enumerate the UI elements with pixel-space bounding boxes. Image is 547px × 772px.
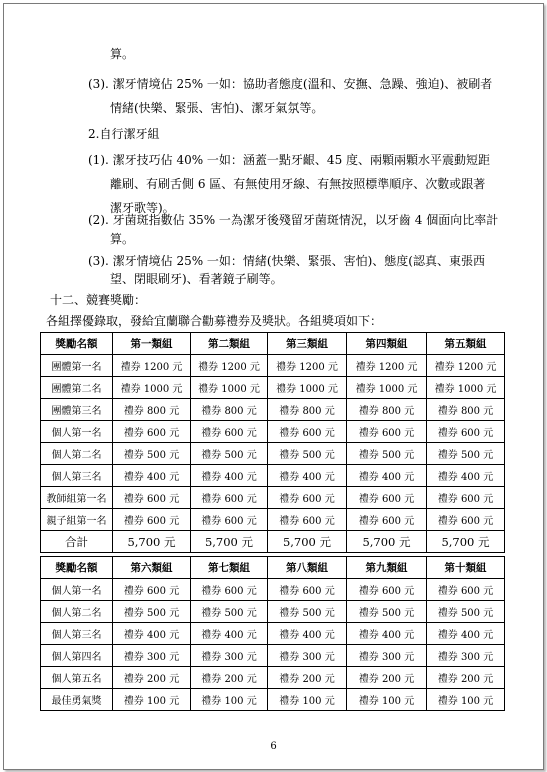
prize-cell: 禮券 500 元 bbox=[113, 443, 191, 465]
table-row bbox=[41, 645, 505, 667]
prize-cell: 禮券 800 元 bbox=[427, 399, 505, 421]
prize-cell: 禮券 200 元 bbox=[191, 667, 268, 689]
table-header: 第三類組 bbox=[268, 333, 347, 355]
award-name-cell: 團體第二名 bbox=[41, 377, 113, 399]
prize-cell: 禮券 200 元 bbox=[113, 667, 191, 689]
prize-cell: 禮券 400 元 bbox=[427, 623, 505, 645]
award-name-cell: 教師組第一名 bbox=[41, 487, 113, 509]
prize-cell: 禮券 600 元 bbox=[347, 579, 427, 601]
prize-cell: 禮券 1200 元 bbox=[427, 355, 505, 377]
prize-cell: 禮券 1000 元 bbox=[427, 377, 505, 399]
prize-cell: 禮券 400 元 bbox=[427, 465, 505, 487]
table-header: 第六類組 bbox=[113, 557, 191, 579]
prize-cell: 禮券 800 元 bbox=[347, 399, 427, 421]
total-cell: 5,700 元 bbox=[427, 531, 505, 553]
table-row bbox=[41, 487, 505, 509]
prize-cell: 禮券 500 元 bbox=[427, 601, 505, 623]
prize-cell: 禮券 300 元 bbox=[268, 645, 347, 667]
table-row bbox=[41, 509, 505, 531]
award-name-cell: 個人第一名 bbox=[41, 579, 113, 601]
total-row bbox=[41, 531, 505, 553]
prize-cell: 禮券 600 元 bbox=[191, 421, 268, 443]
prize-cell: 禮券 400 元 bbox=[113, 623, 191, 645]
award-name-cell: 個人第三名 bbox=[41, 465, 113, 487]
text-line: (1). 潔牙技巧佔 40% 一如：涵蓋一點牙齦、45 度、兩顆兩顆水平震動短距 bbox=[88, 153, 491, 167]
text-line: 情緒(快樂、緊張、害怕)、潔牙氣氛等。 bbox=[110, 101, 324, 115]
text-line: 離刷、有刷舌側 6 區、有無使用牙線、有無按照標準順序、次數或跟著 bbox=[110, 177, 486, 191]
text-line: 算。 bbox=[110, 47, 135, 61]
prize-cell: 禮券 400 元 bbox=[347, 465, 427, 487]
table-header: 第十類組 bbox=[427, 557, 505, 579]
prize-cell: 禮券 600 元 bbox=[268, 579, 347, 601]
prize-cell: 禮券 1200 元 bbox=[191, 355, 268, 377]
prize-cell: 禮券 500 元 bbox=[347, 443, 427, 465]
prize-table-groups-1-5 bbox=[40, 332, 505, 553]
prize-cell: 禮券 800 元 bbox=[191, 399, 268, 421]
page-number: 6 bbox=[270, 741, 277, 752]
award-name-cell: 個人第二名 bbox=[41, 443, 113, 465]
prize-cell: 禮券 500 元 bbox=[268, 601, 347, 623]
total-cell: 5,700 元 bbox=[347, 531, 427, 553]
prize-cell: 禮券 400 元 bbox=[191, 465, 268, 487]
table-header: 獎勵名額 bbox=[41, 333, 113, 355]
prize-cell: 禮券 500 元 bbox=[427, 443, 505, 465]
table-header: 第九類組 bbox=[347, 557, 427, 579]
prize-cell: 禮券 500 元 bbox=[347, 601, 427, 623]
prize-cell: 禮券 600 元 bbox=[347, 509, 427, 531]
text-line: (3). 潔牙情境佔 25% 一如：協助者態度(溫和、安撫、急躁、強迫)、被刷者 bbox=[88, 77, 493, 91]
table-row bbox=[41, 623, 505, 645]
prize-cell: 禮券 1000 元 bbox=[191, 377, 268, 399]
prize-cell: 禮券 500 元 bbox=[191, 443, 268, 465]
prize-cell: 禮券 100 元 bbox=[268, 689, 347, 711]
prize-cell: 禮券 200 元 bbox=[347, 667, 427, 689]
prize-cell: 禮券 1000 元 bbox=[347, 377, 427, 399]
table-row bbox=[41, 443, 505, 465]
prize-cell: 禮券 200 元 bbox=[268, 667, 347, 689]
table-row bbox=[41, 667, 505, 689]
prize-cell: 禮券 600 元 bbox=[113, 487, 191, 509]
text-line: 算。 bbox=[110, 232, 135, 246]
table-header: 第四類組 bbox=[347, 333, 427, 355]
table-row bbox=[41, 355, 505, 377]
text-line: (3). 潔牙情境佔 25% 一如：情緒(快樂、緊張、害怕)、態度(認真、東張西 bbox=[88, 254, 485, 268]
award-name-cell: 個人第一名 bbox=[41, 421, 113, 443]
table-row bbox=[41, 377, 505, 399]
prize-table-groups-6-10 bbox=[40, 556, 505, 711]
prize-cell: 禮券 100 元 bbox=[427, 689, 505, 711]
prize-cell: 禮券 400 元 bbox=[347, 623, 427, 645]
prize-cell: 禮券 200 元 bbox=[427, 667, 505, 689]
prize-cell: 禮券 600 元 bbox=[427, 421, 505, 443]
prize-cell: 禮券 300 元 bbox=[113, 645, 191, 667]
prize-cell: 禮券 600 元 bbox=[268, 509, 347, 531]
table-header: 第八類組 bbox=[268, 557, 347, 579]
award-name-cell: 個人第二名 bbox=[41, 601, 113, 623]
prize-cell: 禮券 400 元 bbox=[268, 623, 347, 645]
text-line: 各組擇優錄取，發給宜蘭聯合勸募禮券及獎狀。各組獎項如下： bbox=[46, 314, 383, 328]
award-name-cell: 團體第三名 bbox=[41, 399, 113, 421]
table-header: 第一類組 bbox=[113, 333, 191, 355]
text-line: 2.自行潔牙組 bbox=[88, 127, 160, 141]
prize-cell: 禮券 1200 元 bbox=[268, 355, 347, 377]
prize-cell: 禮券 400 元 bbox=[191, 623, 268, 645]
prize-cell: 禮券 600 元 bbox=[427, 579, 505, 601]
prize-cell: 禮券 100 元 bbox=[347, 689, 427, 711]
prize-cell: 禮券 600 元 bbox=[268, 487, 347, 509]
prize-cell: 禮券 500 元 bbox=[191, 601, 268, 623]
award-name-cell: 親子組第一名 bbox=[41, 509, 113, 531]
award-name-cell: 團體第一名 bbox=[41, 355, 113, 377]
prize-cell: 禮券 600 元 bbox=[427, 509, 505, 531]
prize-cell: 禮券 800 元 bbox=[113, 399, 191, 421]
prize-cell: 禮券 1200 元 bbox=[113, 355, 191, 377]
prize-cell: 禮券 600 元 bbox=[191, 509, 268, 531]
award-name-cell: 個人第四名 bbox=[41, 645, 113, 667]
prize-cell: 禮券 600 元 bbox=[113, 509, 191, 531]
prize-cell: 禮券 1000 元 bbox=[113, 377, 191, 399]
prize-cell: 禮券 600 元 bbox=[347, 487, 427, 509]
prize-cell: 禮券 300 元 bbox=[191, 645, 268, 667]
prize-cell: 禮券 600 元 bbox=[191, 579, 268, 601]
prize-cell: 禮券 300 元 bbox=[427, 645, 505, 667]
table-header: 第二類組 bbox=[191, 333, 268, 355]
table-row bbox=[41, 399, 505, 421]
prize-cell: 禮券 600 元 bbox=[113, 421, 191, 443]
prize-cell: 禮券 500 元 bbox=[113, 601, 191, 623]
prize-cell: 禮券 100 元 bbox=[191, 689, 268, 711]
award-name-cell: 最佳勇氣獎 bbox=[41, 689, 113, 711]
prize-cell: 禮券 400 元 bbox=[113, 465, 191, 487]
table-row bbox=[41, 465, 505, 487]
total-cell: 5,700 元 bbox=[191, 531, 268, 553]
prize-cell: 禮券 1200 元 bbox=[347, 355, 427, 377]
award-name-cell: 個人第五名 bbox=[41, 667, 113, 689]
total-cell: 5,700 元 bbox=[113, 531, 191, 553]
text-line: 望、閉眼刷牙)、看著鏡子刷等。 bbox=[110, 272, 283, 286]
prize-cell: 禮券 1000 元 bbox=[268, 377, 347, 399]
prize-cell: 禮券 500 元 bbox=[268, 443, 347, 465]
table-row bbox=[41, 579, 505, 601]
prize-cell: 禮券 600 元 bbox=[347, 421, 427, 443]
prize-cell: 禮券 600 元 bbox=[113, 579, 191, 601]
table-header: 第七類組 bbox=[191, 557, 268, 579]
text-line: (2). 牙菌斑指數佔 35% 一為潔牙後殘留牙菌斑情況，以牙齒 4 個面向比率計 bbox=[88, 213, 499, 227]
prize-cell: 禮券 600 元 bbox=[191, 487, 268, 509]
prize-cell: 禮券 400 元 bbox=[268, 465, 347, 487]
table-header: 獎勵名額 bbox=[41, 557, 113, 579]
prize-cell: 禮券 600 元 bbox=[268, 421, 347, 443]
table-row bbox=[41, 601, 505, 623]
prize-cell: 禮券 600 元 bbox=[427, 487, 505, 509]
table-header: 第五類組 bbox=[427, 333, 505, 355]
table-row bbox=[41, 421, 505, 443]
award-name-cell: 個人第三名 bbox=[41, 623, 113, 645]
total-label: 合計 bbox=[41, 531, 113, 553]
table-row bbox=[41, 689, 505, 711]
prize-cell: 禮券 100 元 bbox=[113, 689, 191, 711]
section-heading: 十二、競賽獎勵： bbox=[50, 293, 147, 307]
prize-cell: 禮券 800 元 bbox=[268, 399, 347, 421]
text-line: 潔牙歌等)。 bbox=[110, 201, 175, 215]
total-cell: 5,700 元 bbox=[268, 531, 347, 553]
prize-cell: 禮券 300 元 bbox=[347, 645, 427, 667]
